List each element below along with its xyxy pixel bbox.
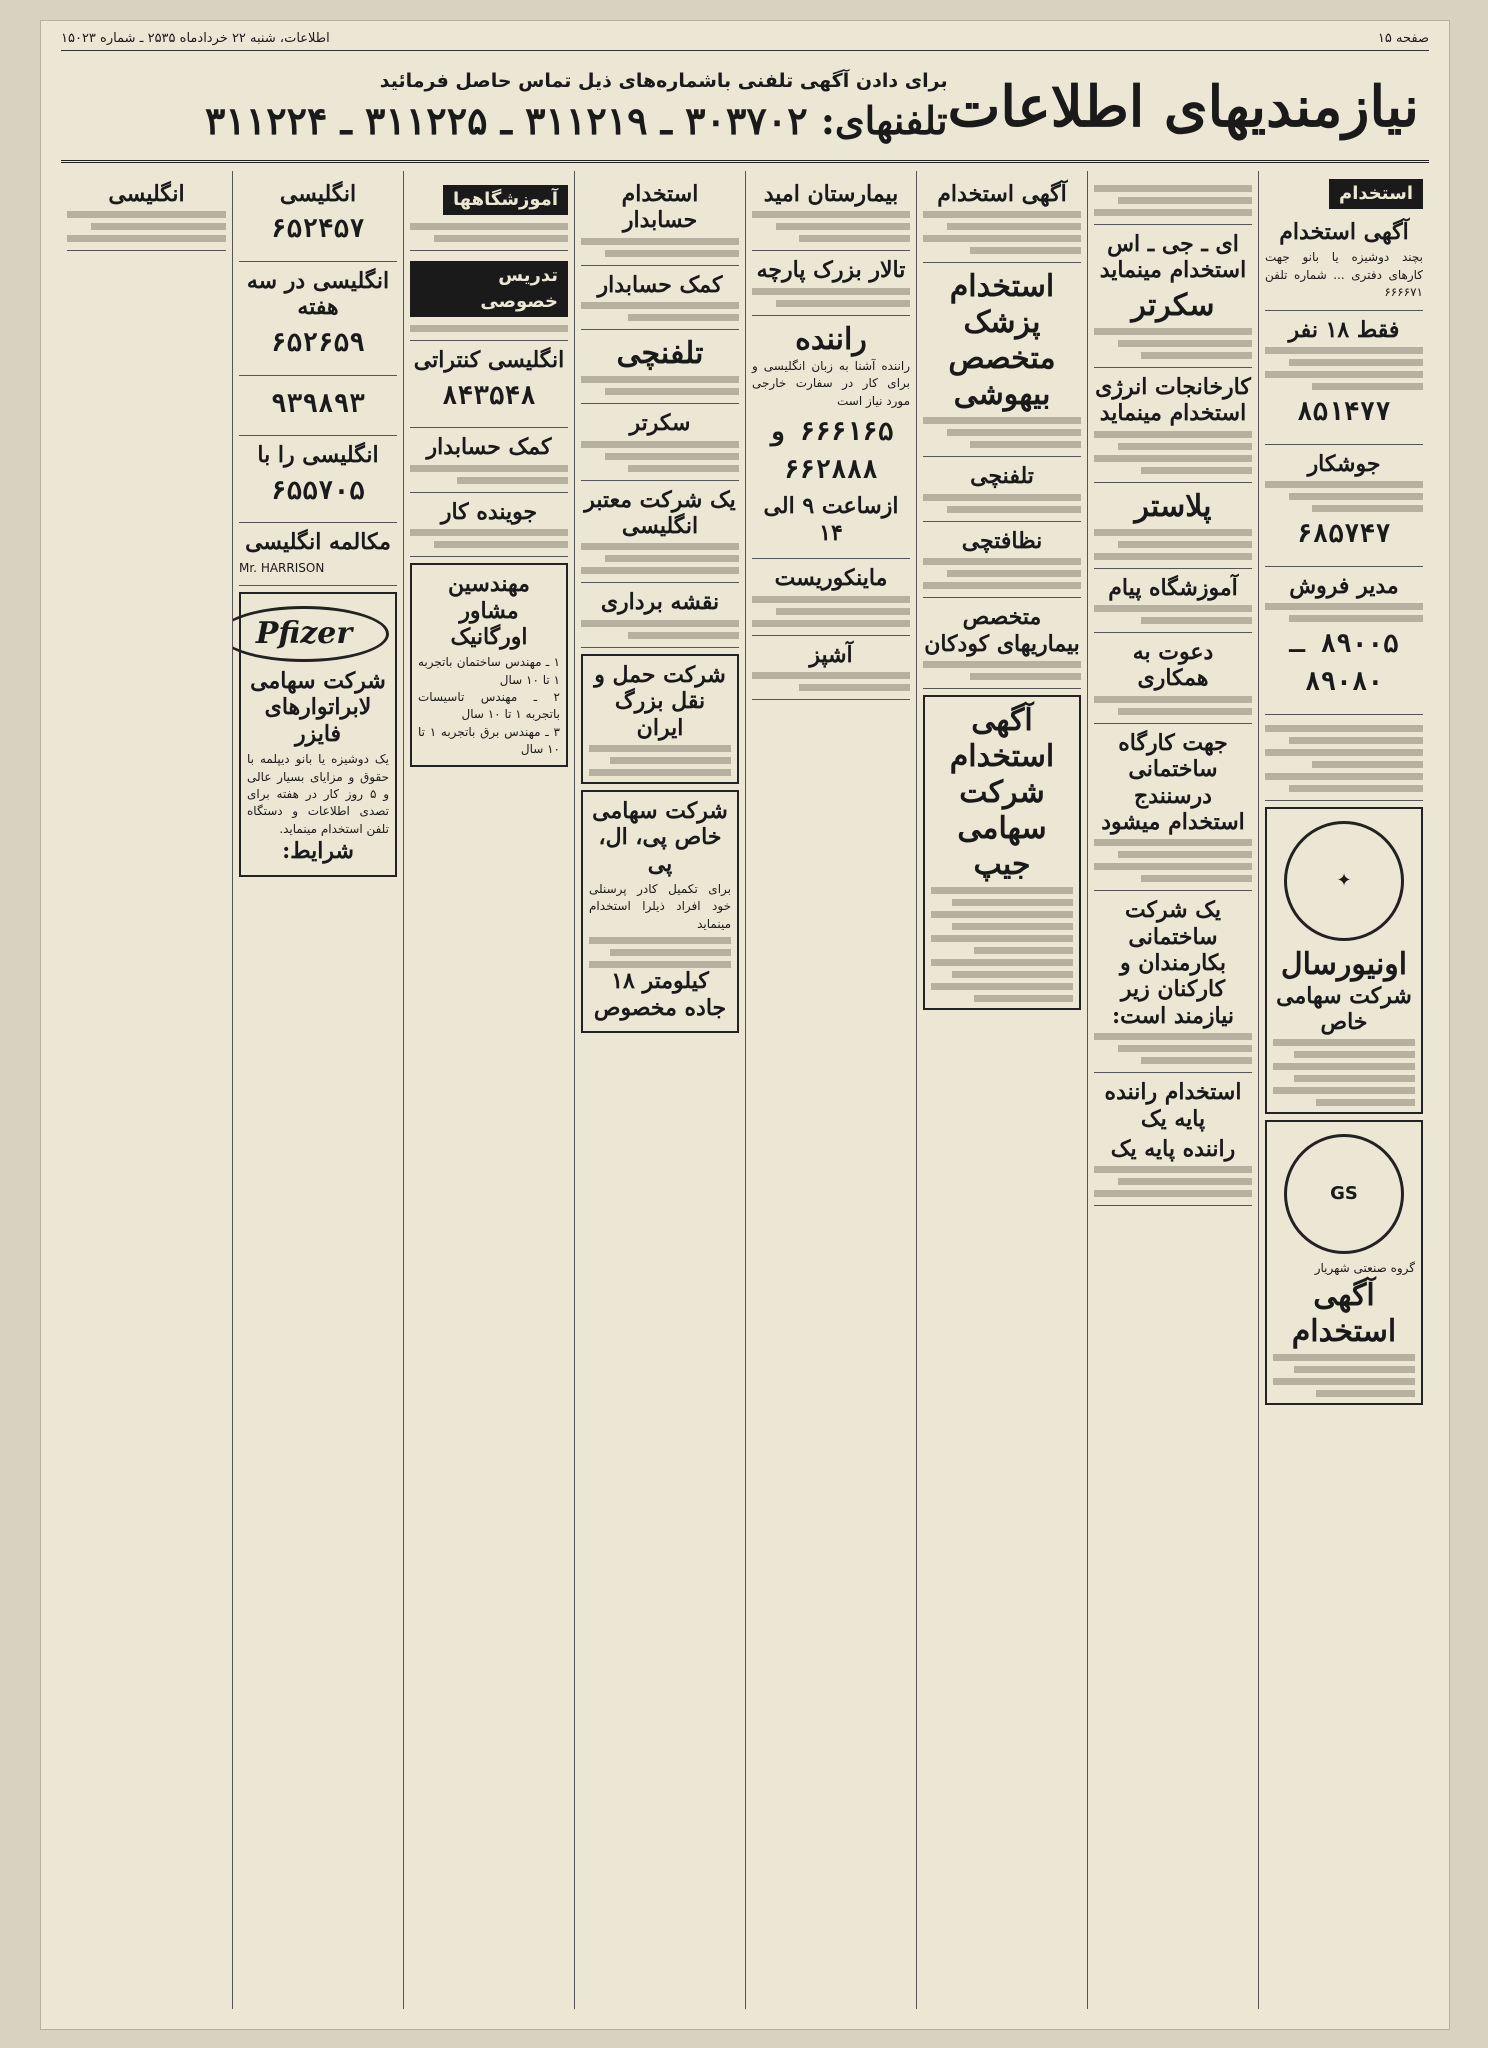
ad-title: یک شرکت ساختمانی بکارمندان و کارکنان زیر نیازمند است: xyxy=(1112,897,1234,1029)
ad-title: جهت کارگاه ساختمانی درسنندج استخدام میشود xyxy=(1101,729,1245,835)
ad-title: استخدام حسابدار xyxy=(621,181,699,234)
ad-phone: ۶۶۶۱۶۵ و ۶۶۲۸۸۸ xyxy=(768,416,894,485)
ad-title: کمک حسابدار xyxy=(597,271,723,298)
text-lines xyxy=(752,596,910,627)
ad-hours: ازساعت ۹ الی ۱۴ xyxy=(763,493,899,546)
ad-title: بیمارستان امید xyxy=(763,181,899,207)
ad-block xyxy=(923,175,1081,263)
text-lines xyxy=(1094,1166,1252,1197)
ad-title: جوینده کار xyxy=(440,498,538,525)
ad-line: ۳ ـ مهندس برق باتجربه ۱ تا ۱۰ سال xyxy=(418,724,560,757)
text-lines xyxy=(1094,696,1252,715)
ad-subtitle: گروه صنعتی شهریار xyxy=(1314,1261,1415,1276)
text-lines xyxy=(1094,328,1252,359)
text-lines xyxy=(581,620,739,639)
text-lines xyxy=(1094,431,1252,474)
ad-brand: اونیورسال xyxy=(1280,946,1408,982)
column-5 xyxy=(574,171,745,2009)
ad-title: مکالمه انگلیسی xyxy=(245,529,391,556)
section-badge: استخدام xyxy=(1329,179,1423,209)
text-lines xyxy=(1094,839,1252,882)
ad-block xyxy=(1094,891,1252,1073)
text-lines xyxy=(1094,1033,1252,1064)
ad-title: سکرتر xyxy=(629,410,691,437)
ad-title: تلفنچی xyxy=(970,463,1034,490)
ad-title: انگلیسی در سه هفته xyxy=(246,268,390,321)
text-lines xyxy=(1265,481,1423,512)
column-4 xyxy=(745,171,916,2009)
text-lines xyxy=(1273,1039,1415,1106)
text-lines xyxy=(581,302,739,321)
column-8 xyxy=(61,171,232,2009)
ad-headline: راننده xyxy=(795,321,867,357)
column-6 xyxy=(403,171,574,2009)
ad-block xyxy=(581,266,739,330)
ad-pfizer xyxy=(239,592,397,877)
ad-block xyxy=(239,175,397,262)
text-lines xyxy=(581,376,739,395)
ad-universal xyxy=(1265,807,1423,1115)
ad-title: متخصص بیماریهای کودکان xyxy=(924,604,1080,657)
text-lines xyxy=(931,887,1073,1002)
ad-block xyxy=(1094,724,1252,892)
text-lines xyxy=(410,223,568,242)
ad-block xyxy=(410,428,568,492)
ad-block xyxy=(1265,311,1423,445)
ad-phone: ۸۹۰۰۵ ـ ۸۹۰۸۰ xyxy=(1289,629,1399,697)
ad-headline: پلاستر xyxy=(1134,488,1212,524)
ad-block xyxy=(752,175,910,251)
text-lines xyxy=(589,745,731,776)
ad-block xyxy=(239,262,397,375)
text-lines xyxy=(410,325,568,332)
column-1 xyxy=(1258,171,1429,2009)
ad-title: انگلیسی xyxy=(279,181,357,207)
ad-block xyxy=(1094,633,1252,724)
ad-shahriar xyxy=(1265,1120,1423,1404)
ad-title: آشپز xyxy=(809,641,853,668)
ad-block xyxy=(1094,483,1252,569)
column-2 xyxy=(1087,171,1258,2009)
ad-block xyxy=(752,636,910,700)
ad-block xyxy=(410,251,568,341)
masthead xyxy=(61,53,1429,163)
ad-block xyxy=(1265,567,1423,715)
ad-title: انگلیسی xyxy=(108,181,185,207)
text-lines xyxy=(923,417,1081,448)
ad-title: کارخانجات انرژی استخدام مینماید xyxy=(1095,373,1251,427)
running-header xyxy=(61,29,1429,51)
ad-phone: ۸۵۱۴۷۷ xyxy=(1297,397,1391,428)
ad-title: آگهی استخدام شرکت سهامی جیپ xyxy=(949,702,1055,882)
ad-line: ۱ ـ مهندس ساختمان باتجربه ۱ تا ۱۰ سال xyxy=(418,655,560,687)
ad-phone: ۸۴۳۵۴۸ xyxy=(442,380,536,411)
ad-title: شرکت سهامی خاص پی، ال، پی xyxy=(592,797,728,877)
text-lines xyxy=(410,529,568,548)
phones-numbers: ۳۰۳۷۰۲ ـ ۳۱۱۲۱۹ ـ ۳۱۱۲۲۵ ـ ۳۱۱۲۲۴ xyxy=(204,98,808,143)
column-3 xyxy=(916,171,1087,2009)
ad-block xyxy=(752,316,910,559)
ad-title: نظافتچی xyxy=(961,527,1043,554)
shahriar-logo-icon: GS xyxy=(1284,1134,1404,1254)
ad-block xyxy=(923,457,1081,521)
issue-info: اطلاعات، شنبه ۲۲ خردادماه ۲۵۳۵ ـ شماره ۱۵۰۲۳ xyxy=(61,31,330,46)
pfizer-logo: Pfizer xyxy=(232,606,389,662)
ad-title: کمک حسابدار xyxy=(426,434,552,461)
ad-title: انگلیسی کنتراتی xyxy=(413,347,565,374)
ad-block xyxy=(581,583,739,647)
page-number: صفحه ۱۵ xyxy=(1377,31,1429,46)
ad-phone: ۶۵۲۶۵۹ xyxy=(271,327,365,358)
text-lines xyxy=(67,211,226,242)
ad-title: تالار بزرک پارچه xyxy=(756,257,906,284)
text-lines xyxy=(581,441,739,472)
text-lines xyxy=(923,494,1081,513)
ad-title: انگلیسی را با xyxy=(257,442,379,469)
ad-columns xyxy=(61,171,1429,2009)
ad-block xyxy=(67,175,226,251)
ad-block xyxy=(923,263,1081,457)
ad-phone: ۶۵۵۷۰۵ xyxy=(271,475,365,506)
ad-title: استخدام راننده پایه یک xyxy=(1104,1079,1242,1132)
text-lines xyxy=(1094,529,1252,560)
section-badge: آموزشگاهها xyxy=(443,185,568,215)
ad-title: شرکت حمل و نقل بزرگ ایران xyxy=(594,661,726,741)
ad-title: آموزشگاه پیام xyxy=(1108,574,1238,601)
ad-title: جوشکار xyxy=(1307,450,1381,477)
ad-footer: کیلومتر ۱۸ جاده مخصوص xyxy=(593,968,727,1021)
ad-text: راننده آشنا به زبان انگلیسی و برای کار در سفارت خارجی مورد نیاز است xyxy=(752,358,910,408)
ad-block xyxy=(1094,175,1252,225)
ad-block xyxy=(1265,715,1423,801)
masthead-note: برای دادن آگهی تلفنی باشماره‌های ذیل تماس حاصل فرمائید xyxy=(379,70,948,92)
column-7 xyxy=(232,171,403,2009)
text-lines xyxy=(752,211,910,242)
ad-headline: سکرتر xyxy=(1131,287,1215,323)
ad-block xyxy=(1265,445,1423,567)
ad-title: فقط ۱۸ نفر xyxy=(1288,316,1400,343)
ad-block xyxy=(239,523,397,586)
ad-title: دعوت به همکاری xyxy=(1132,638,1214,692)
ad-block xyxy=(581,330,739,404)
ad-phone: ۹۳۹۸۹۳ xyxy=(271,388,365,419)
ad-title: مهندسین مشاور اورگانیک xyxy=(448,571,530,650)
ad-text: بچند دوشیزه یا بانو جهت کارهای دفتری ... شماره تلفن ۶۶۶۶۷۱ xyxy=(1265,250,1423,300)
ad-title: یک شرکت معتبر انگلیسی xyxy=(584,486,736,539)
ad-line: ۲ ـ مهندس تاسیسات باتجربه ۱ تا ۱۰ سال xyxy=(418,690,560,722)
ad-block xyxy=(410,493,568,557)
ad-block xyxy=(410,175,568,251)
ad-text: یک دوشیزه یا بانو دیپلمه با حقوق و مزایای بسیار عالی و ۵ روز کار در هفته برای تصدی اطلاعات و دستگاه تلفن استخدام مینماید. xyxy=(247,752,390,836)
ad-title: آگهی استخدام xyxy=(1279,219,1409,246)
ad-title: مدیر فروش xyxy=(1289,572,1399,599)
text-lines xyxy=(581,543,739,574)
ad-block xyxy=(923,522,1081,598)
ad-phone: ۶۸۵۷۴۷ xyxy=(1297,519,1391,550)
ad-block xyxy=(923,598,1081,689)
text-lines xyxy=(1265,603,1423,622)
newspaper-page xyxy=(40,20,1450,2030)
text-lines xyxy=(1265,347,1423,390)
section-badge: تدریس خصوصی xyxy=(410,261,568,317)
ad-organic xyxy=(410,563,568,767)
text-lines xyxy=(923,558,1081,589)
ad-headline: استخدام پزشک متخصص بیهوشی xyxy=(948,269,1056,413)
ad-title: شرکت سهامی خاص xyxy=(1276,982,1412,1035)
ad-block xyxy=(1094,368,1252,483)
masthead-title: نیازمندیهای اطلاعات xyxy=(947,73,1419,140)
text-lines xyxy=(1265,725,1423,792)
ad-name: Mr. HARRISON xyxy=(239,560,325,575)
text-lines xyxy=(752,672,910,691)
text-lines xyxy=(923,661,1081,680)
ad-block xyxy=(581,404,739,480)
ad-title: آگهی استخدام xyxy=(937,181,1067,207)
ad-block xyxy=(752,251,910,315)
ad-block xyxy=(1094,569,1252,633)
ad-subtitle: راننده پایه یک xyxy=(1110,1136,1236,1163)
masthead-contact xyxy=(61,70,948,143)
universal-logo-icon: ✦ xyxy=(1284,821,1404,941)
ad-title: ای ـ جی ـ اس استخدام مینماید xyxy=(1099,231,1247,284)
ad-transport xyxy=(581,654,739,784)
ad-block xyxy=(1094,225,1252,368)
ad-block xyxy=(581,175,739,266)
ad-block xyxy=(752,559,910,635)
phones-label: تلفنهای: xyxy=(820,98,948,143)
ad-block xyxy=(239,436,397,523)
ad-title: ماینکوریست xyxy=(774,565,888,592)
text-lines xyxy=(752,288,910,307)
ad-subtitle: برای تکمیل کادر پرسنلی خود افراد ذیلرا استخدام مینماید xyxy=(589,882,731,931)
ad-block xyxy=(1094,1073,1252,1206)
text-lines xyxy=(1094,185,1252,216)
ad-plp xyxy=(581,790,739,1033)
ad-block xyxy=(581,481,739,584)
ad-title: نقشه برداری xyxy=(600,589,720,616)
ad-block xyxy=(410,341,568,428)
text-lines xyxy=(1273,1354,1415,1397)
masthead-phones xyxy=(205,98,948,143)
ad-block xyxy=(1265,213,1423,311)
text-lines xyxy=(923,211,1081,254)
text-lines xyxy=(581,238,739,257)
ad-title: آگهی استخدام xyxy=(1291,1277,1397,1349)
ad-conditions: شرایط: xyxy=(282,838,354,865)
text-lines xyxy=(589,937,731,968)
ad-jeep xyxy=(923,695,1081,1010)
ad-phone: ۶۵۲۴۵۷ xyxy=(271,214,365,245)
ad-headline: تلفنچی xyxy=(616,336,704,372)
text-lines xyxy=(1094,605,1252,624)
ad-title: شرکت سهامی لابراتوارهای فایزر xyxy=(250,668,386,747)
text-lines xyxy=(410,465,568,484)
ad-block xyxy=(239,376,397,437)
